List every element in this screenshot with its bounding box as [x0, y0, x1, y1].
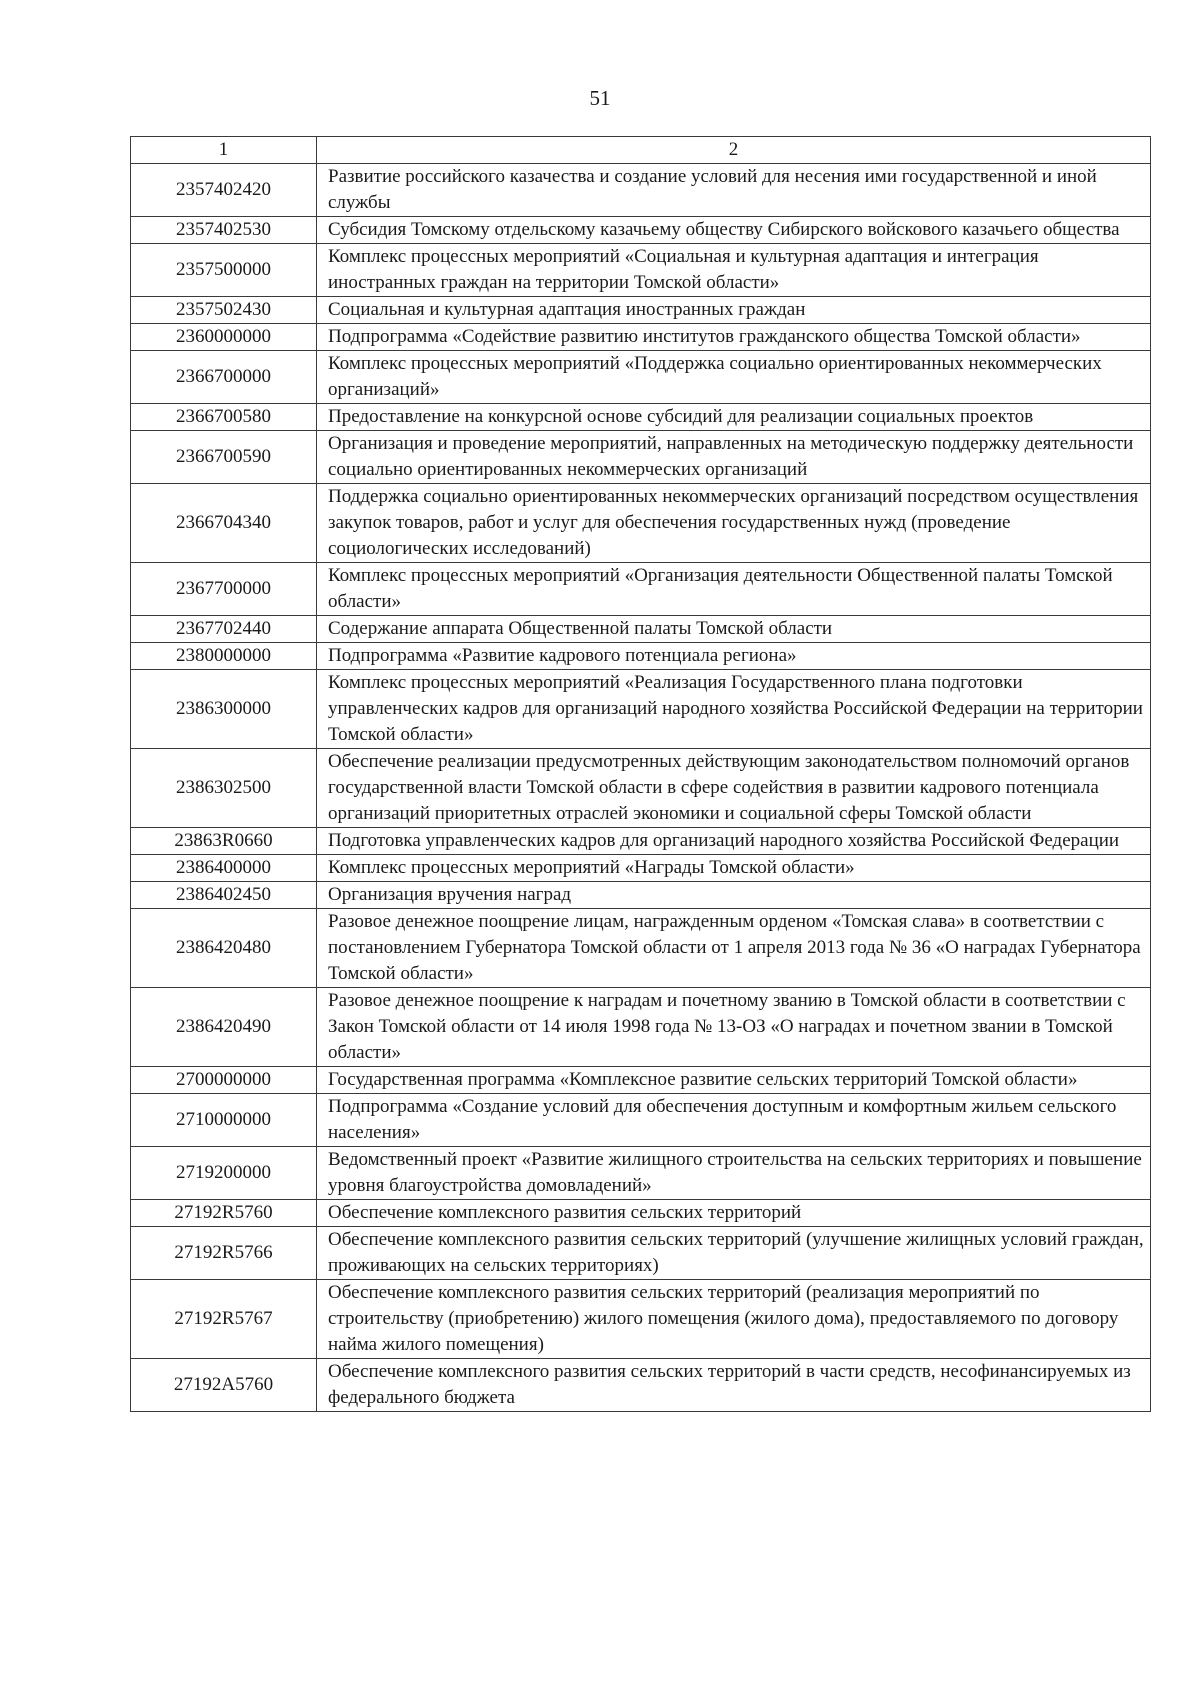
table-row: [131, 1200, 1151, 1227]
row-code: 2380000000: [131, 643, 317, 670]
table-row: [131, 1359, 1151, 1412]
row-code: 2366700590: [131, 431, 317, 484]
row-name: Содержание аппарата Общественной палаты Томской области: [317, 616, 1151, 643]
table-row: [131, 1227, 1151, 1280]
row-name: Комплекс процессных мероприятий «Социальная и культурная адаптация и интеграция иностранных граждан на территории Томской области»: [317, 244, 1151, 297]
row-name: Обеспечение реализации предусмотренных действующим законодательством полномочий органов государственной власти Томской области в сфере содействия в развитии кадрового потенциала организаций приоритетных отраслей экономики и социальной сферы Томской области: [317, 749, 1151, 828]
table-row: [131, 1147, 1151, 1200]
table-header: [131, 137, 1151, 164]
row-name: Комплекс процессных мероприятий «Награды Томской области»: [317, 855, 1151, 882]
row-name: Организация и проведение мероприятий, направленных на методическую поддержку деятельности социально ориентированных некоммерческих организаций: [317, 431, 1151, 484]
row-name: Разовое денежное поощрение к наградам и почетному званию в Томской области в соответствии с Закон Томской области от 14 июля 1998 года № 13-ОЗ «О наградах и почетном звании в Томской области»: [317, 988, 1151, 1067]
row-name: Субсидия Томскому отдельскому казачьему обществу Сибирского войскового казачьего общества: [317, 217, 1151, 244]
row-code: 27192R5767: [131, 1280, 317, 1359]
row-code: 2386300000: [131, 670, 317, 749]
table-row: [131, 563, 1151, 616]
row-name: Разовое денежное поощрение лицам, награжденным орденом «Томская слава» в соответствии с постановлением Губернатора Томской области от 1 апреля 2013 года № 36 «О наградах Губернатора Томской области»: [317, 909, 1151, 988]
table-row: [131, 244, 1151, 297]
table-row: [131, 297, 1151, 324]
row-code: 23863R0660: [131, 828, 317, 855]
row-name: Подготовка управленческих кадров для организаций народного хозяйства Российской Федерации: [317, 828, 1151, 855]
row-name: Комплекс процессных мероприятий «Реализация Государственного плана подготовки управленческих кадров для организаций народного хозяйства Российской Федерации на территории Томской области»: [317, 670, 1151, 749]
row-code: 2357500000: [131, 244, 317, 297]
table-row: [131, 988, 1151, 1067]
row-name: Предоставление на конкурсной основе субсидий для реализации социальных проектов: [317, 404, 1151, 431]
row-code: 2700000000: [131, 1067, 317, 1094]
table-row: [131, 882, 1151, 909]
row-code: 27192R5760: [131, 1200, 317, 1227]
row-name: Комплекс процессных мероприятий «Организация деятельности Общественной палаты Томской области»: [317, 563, 1151, 616]
row-code: 2386402450: [131, 882, 317, 909]
row-name: Обеспечение комплексного развития сельских территорий (улучшение жилищных условий граждан, проживающих на сельских территориях): [317, 1227, 1151, 1280]
row-name: Организация вручения наград: [317, 882, 1151, 909]
table-row: [131, 1280, 1151, 1359]
table-body: [131, 164, 1151, 1412]
row-code: 2357402530: [131, 217, 317, 244]
row-name: Подпрограмма «Развитие кадрового потенциала региона»: [317, 643, 1151, 670]
row-code: 2386420480: [131, 909, 317, 988]
row-name: Социальная и культурная адаптация иностранных граждан: [317, 297, 1151, 324]
table-row: [131, 616, 1151, 643]
table-row: [131, 1094, 1151, 1147]
table-row: [131, 1067, 1151, 1094]
row-name: Ведомственный проект «Развитие жилищного строительства на сельских территориях и повышение уровня благоустройства домовладений»: [317, 1147, 1151, 1200]
row-code: 2386302500: [131, 749, 317, 828]
row-name: Развитие российского казачества и создание условий для несения ими государственной и иной службы: [317, 164, 1151, 217]
table-row: [131, 670, 1151, 749]
table-row: [131, 749, 1151, 828]
table-row: [131, 404, 1151, 431]
header-column-1: 1: [131, 137, 317, 164]
table-row: [131, 164, 1151, 217]
header-row: [131, 137, 1151, 164]
row-name: Подпрограмма «Содействие развитию институтов гражданского общества Томской области»: [317, 324, 1151, 351]
table-row: [131, 484, 1151, 563]
row-code: 27192R5766: [131, 1227, 317, 1280]
table-row: [131, 909, 1151, 988]
row-code: 2386400000: [131, 855, 317, 882]
table-row: [131, 431, 1151, 484]
row-code: 2366704340: [131, 484, 317, 563]
row-name: Поддержка социально ориентированных некоммерческих организаций посредством осуществления закупок товаров, работ и услуг для обеспечения государственных нужд (проведение социологических исследований): [317, 484, 1151, 563]
row-name: Обеспечение комплексного развития сельских территорий в части средств, несофинансируемых из федерального бюджета: [317, 1359, 1151, 1412]
classification-table: [130, 136, 1151, 1412]
row-code: 2367700000: [131, 563, 317, 616]
row-code: 2360000000: [131, 324, 317, 351]
table-row: [131, 351, 1151, 404]
table-row: [131, 643, 1151, 670]
row-code: 2719200000: [131, 1147, 317, 1200]
header-column-2: 2: [317, 137, 1151, 164]
row-name: Комплекс процессных мероприятий «Поддержка социально ориентированных некоммерческих организаций»: [317, 351, 1151, 404]
table-row: [131, 324, 1151, 351]
page-number: 51: [589, 86, 611, 110]
row-code: 2357502430: [131, 297, 317, 324]
row-code: 2386420490: [131, 988, 317, 1067]
row-code: 2366700580: [131, 404, 317, 431]
table-row: [131, 855, 1151, 882]
row-name: Подпрограмма «Создание условий для обеспечения доступным и комфортным жильем сельского населения»: [317, 1094, 1151, 1147]
row-code: 2710000000: [131, 1094, 317, 1147]
row-name: Обеспечение комплексного развития сельских территорий (реализация мероприятий по строительству (приобретению) жилого помещения (жилого дома), предоставляемого по договору найма жилого помещения): [317, 1280, 1151, 1359]
row-code: 27192A5760: [131, 1359, 317, 1412]
row-name: Государственная программа «Комплексное развитие сельских территорий Томской области»: [317, 1067, 1151, 1094]
table-row: [131, 217, 1151, 244]
row-code: 2366700000: [131, 351, 317, 404]
row-code: 2357402420: [131, 164, 317, 217]
row-name: Обеспечение комплексного развития сельских территорий: [317, 1200, 1151, 1227]
table-row: [131, 828, 1151, 855]
row-code: 2367702440: [131, 616, 317, 643]
